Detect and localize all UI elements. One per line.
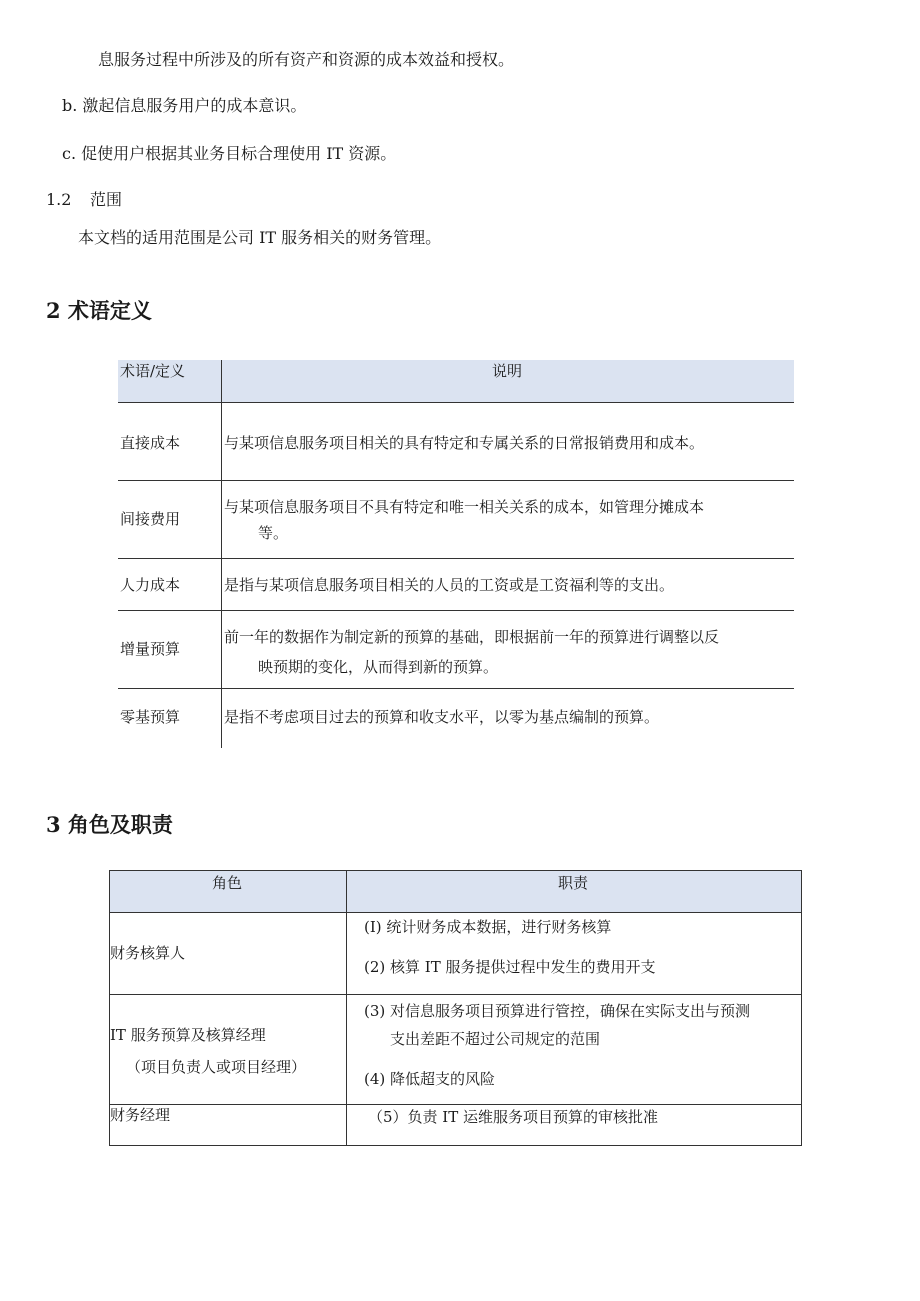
section-1-2-number: 1.2 [46,190,72,209]
role-cell: IT 服务预算及核算经理 [110,1026,266,1044]
duty-cell: (2) 核算 IT 服务提供过程中发生的费用开支 [364,958,656,976]
terms-row-line [118,402,794,403]
desc-cell-continued: 映预期的变化，从而得到新的预算。 [258,658,499,676]
roles-header-role: 角色 [212,874,243,892]
section-2-heading: 2 术语定义 [46,298,152,323]
role-cell-subtitle: （项目负责人或项目经理） [126,1058,307,1076]
section-3-heading: 3 角色及职责 [46,812,173,837]
desc-cell: 是指不考虑项目过去的预算和收支水平，以零为基点编制的预算。 [224,708,660,726]
desc-cell: 是指与某项信息服务项目相关的人员的工资或是工资福利等的支出。 [224,576,675,594]
terms-row-line [118,610,794,611]
duty-cell: (I) 统计财务成本数据，进行财务核算 [364,918,612,936]
terms-row-line [118,558,794,559]
scope-text: 本文档的适用范围是公司 IT 服务相关的财务管理。 [78,228,442,247]
section-1-2-title: 范围 [90,190,123,209]
duty-cell: (3) 对信息服务项目预算进行管控，确保在实际支出与预测 [364,1002,751,1020]
terms-row-line [118,688,794,689]
terms-col-divider [221,360,222,748]
term-cell: 间接费用 [120,510,181,528]
roles-row-line [110,994,802,995]
desc-cell-continued: 等。 [258,524,289,542]
terms-header-desc: 说明 [492,362,523,380]
terms-table-header-bg [118,360,794,402]
desc-cell: 前一年的数据作为制定新的预算的基础，即根据前一年的预算进行调整以反 [224,628,720,646]
intro-item-b: b. 激起信息服务用户的成本意识。 [62,96,307,115]
desc-cell: 与某项信息服务项目相关的具有特定和专属关系的日常报销费用和成本。 [224,434,705,452]
duty-cell: （5）负责 IT 运维服务项目预算的审核批准 [368,1108,659,1126]
term-cell: 直接成本 [120,434,181,452]
terms-header-term: 术语/定义 [120,362,186,380]
duty-cell: (4) 降低超支的风险 [364,1070,496,1088]
duty-cell-continued: 支出差距不超过公司规定的范围 [390,1030,601,1048]
role-cell: 财务经理 [110,1106,171,1124]
term-cell: 零基预算 [120,708,181,726]
roles-header-duty: 职责 [558,874,589,892]
terms-row-line [118,480,794,481]
desc-cell: 与某项信息服务项目不具有特定和唯一相关关系的成本，如管理分摊成本 [224,498,705,516]
term-cell: 增量预算 [120,640,181,658]
role-cell: 财务核算人 [110,944,186,962]
roles-row-line [110,1104,802,1105]
term-cell: 人力成本 [120,576,181,594]
roles-row-line [110,912,802,913]
intro-item-c: c. 促使用户根据其业务目标合理使用 IT 资源。 [62,144,397,163]
intro-continued-line: 息服务过程中所涉及的所有资产和资源的成本效益和授权。 [98,50,515,69]
